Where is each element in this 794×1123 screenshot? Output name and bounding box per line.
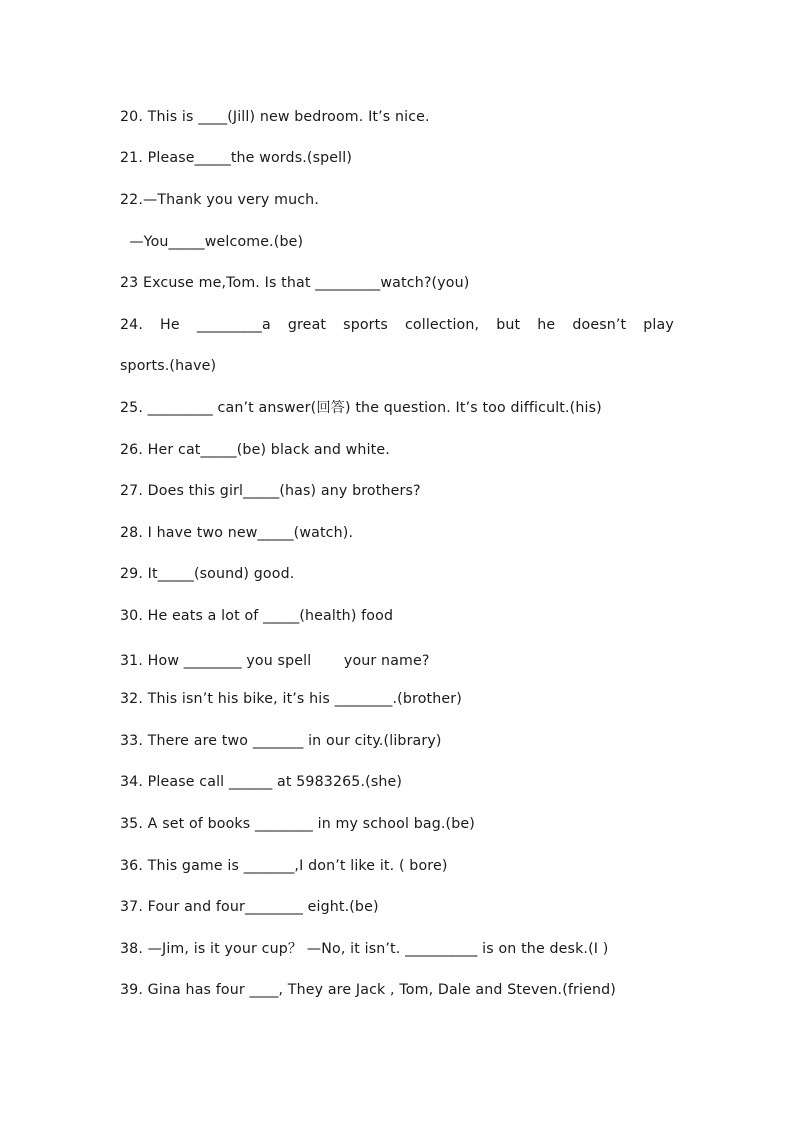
question-29: 29. It_____(sound) good. (120, 566, 295, 582)
question-35: 35. A set of books ________ in my school bag.(be) (120, 816, 475, 832)
question-24-word: great (287, 317, 327, 333)
question-25: 25. _________ can’t answer(回答) the question. It’s too difficult.(his) (120, 400, 602, 416)
question-22-reply: —You_____welcome.(be) (120, 234, 304, 250)
question-24-word: he (537, 317, 556, 333)
question-23: 23 Excuse me,Tom. Is that _________watch?(you) (120, 275, 470, 291)
question-38: 38. —Jim, is it your cup？ —No, it isn’t. __________ is on the desk.(I ) (120, 941, 609, 957)
question-34: 34. Please call ______ at 5983265.(she) (120, 774, 403, 790)
question-27: 27. Does this girl_____(has) any brothers? (120, 483, 421, 499)
question-24-word: He (160, 317, 180, 333)
question-30: 30. He eats a lot of _____(health) food (120, 608, 394, 624)
question-24-word: sports (343, 317, 388, 333)
question-24-word: 24. (120, 317, 144, 333)
question-24-word: doesn’t (572, 317, 627, 333)
question-24-word: but (496, 317, 521, 333)
question-28: 28. I have two new_____(watch). (120, 525, 354, 541)
question-22: 22.—Thank you very much. (120, 192, 319, 208)
question-24-word: play (643, 317, 674, 333)
question-32: 32. This isn’t his bike, it’s his ________.(brother) (120, 691, 462, 707)
question-24-continued: sports.(have) (120, 358, 217, 374)
question-20: 20. This is ____(Jill) new bedroom. It’s nice. (120, 109, 430, 125)
question-21: 21. Please_____the words.(spell) (120, 150, 353, 166)
question-31: 31. How ________ you spell your name? (120, 653, 430, 669)
question-33: 33. There are two _______ in our city.(library) (120, 733, 442, 749)
question-37: 37. Four and four________ eight.(be) (120, 899, 379, 915)
question-36: 36. This game is _______,I don’t like it. ( bore) (120, 858, 448, 874)
question-26: 26. Her cat_____(be) black and white. (120, 442, 390, 458)
question-24-word: collection, (404, 317, 480, 333)
question-39: 39. Gina has four ____, They are Jack , Tom, Dale and Steven.(friend) (120, 982, 616, 998)
question-24 (120, 316, 674, 334)
question-24-word: _________a (196, 317, 271, 333)
